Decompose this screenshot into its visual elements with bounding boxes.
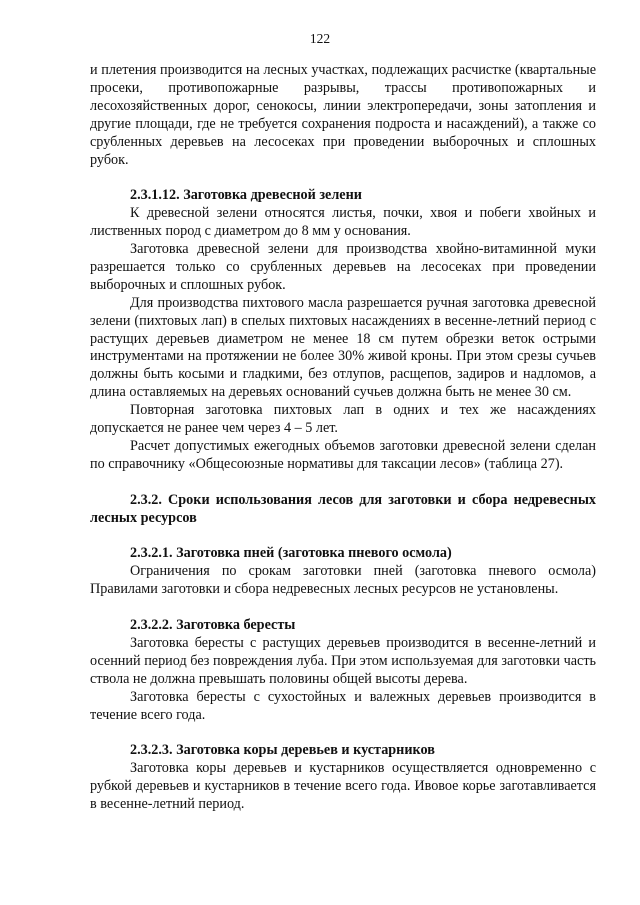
page-content (90, 62, 596, 814)
paragraph: Заготовка бересты с сухостойных и валежных деревьев производится в течение всего года. (90, 688, 596, 723)
section-heading: 2.3.2.1. Заготовка пней (заготовка пневого осмола) (130, 545, 452, 562)
paragraph: Заготовка коры деревьев и кустарников осуществляется одновременно с рубкой деревьев и кустарников в течение всего года. Ивовое корье заготавливается в весенне-летний период. (90, 760, 596, 813)
paragraph: Заготовка бересты с растущих деревьев производится в весенне-летний и осенний период без повреждения луба. При этом используемая для заготовки часть ствола не должна превышать половины общей высоты дерева. (90, 634, 596, 687)
paragraph: и плетения производится на лесных участках, подлежащих расчистке (квартальные просеки, противопожарные разрывы, трассы противопожарных и лесохозяйственных дорог, сенокосы, линии электропередачи, зоны затопления и другие площади, где не требуется сохранения подроста и насаждений), а также со срубленных деревьев на лесосеках при проведении выборочных и сплошных рубок. (90, 62, 596, 168)
paragraph: Расчет допустимых ежегодных объемов заготовки древесной зелени сделан по справочнику «Общесоюзные нормативы для таксации лесов» (таблица 27). (90, 438, 596, 472)
paragraph: Повторная заготовка пихтовых лап в одних и тех же насаждениях допускается не ранее чем через 4 – 5 лет. (90, 402, 596, 437)
paragraph: Заготовка древесной зелени для производства хвойно-витаминной муки разрешается только со срубленных деревьев на лесосеках при проведении выборочных и сплошных рубок. (90, 241, 596, 293)
section-heading: 2.3.2.3. Заготовка коры деревьев и кустарников (130, 742, 435, 759)
section-heading: 2.3.1.12. Заготовка древесной зелени (130, 187, 362, 204)
paragraph: Для производства пихтового масла разрешается ручная заготовка древесной зелени (пихтовых лап) в спелых пихтовых насаждениях в весенне-летний период с растущих деревьев диаметром не менее 18 см путем обрезки веток острыми инструментами на протяжении не более 30% живой кроны. При этом срезы сучьев должны быть косыми и гладкими, без отлупов, расщепов, задиров и надломов, а длина оставляемых на деревьях оснований сучьев должна быть не менее 30 см. (90, 294, 596, 401)
page-number: 122 (309, 31, 331, 46)
paragraph: К древесной зелени относятся листья, почки, хвоя и побеги хвойных и лиственных пород с диаметром до 8 мм у основания. (90, 205, 596, 240)
section-heading: 2.3.2.2. Заготовка бересты (130, 617, 296, 634)
section-heading: 2.3.2. Сроки использования лесов для заготовки и сбора недревесных лесных ресурсов (90, 491, 596, 526)
paragraph: Ограничения по срокам заготовки пней (заготовка пневого осмола) Правилами заготовки и сбора недревесных лесных ресурсов не установлены. (90, 563, 596, 598)
